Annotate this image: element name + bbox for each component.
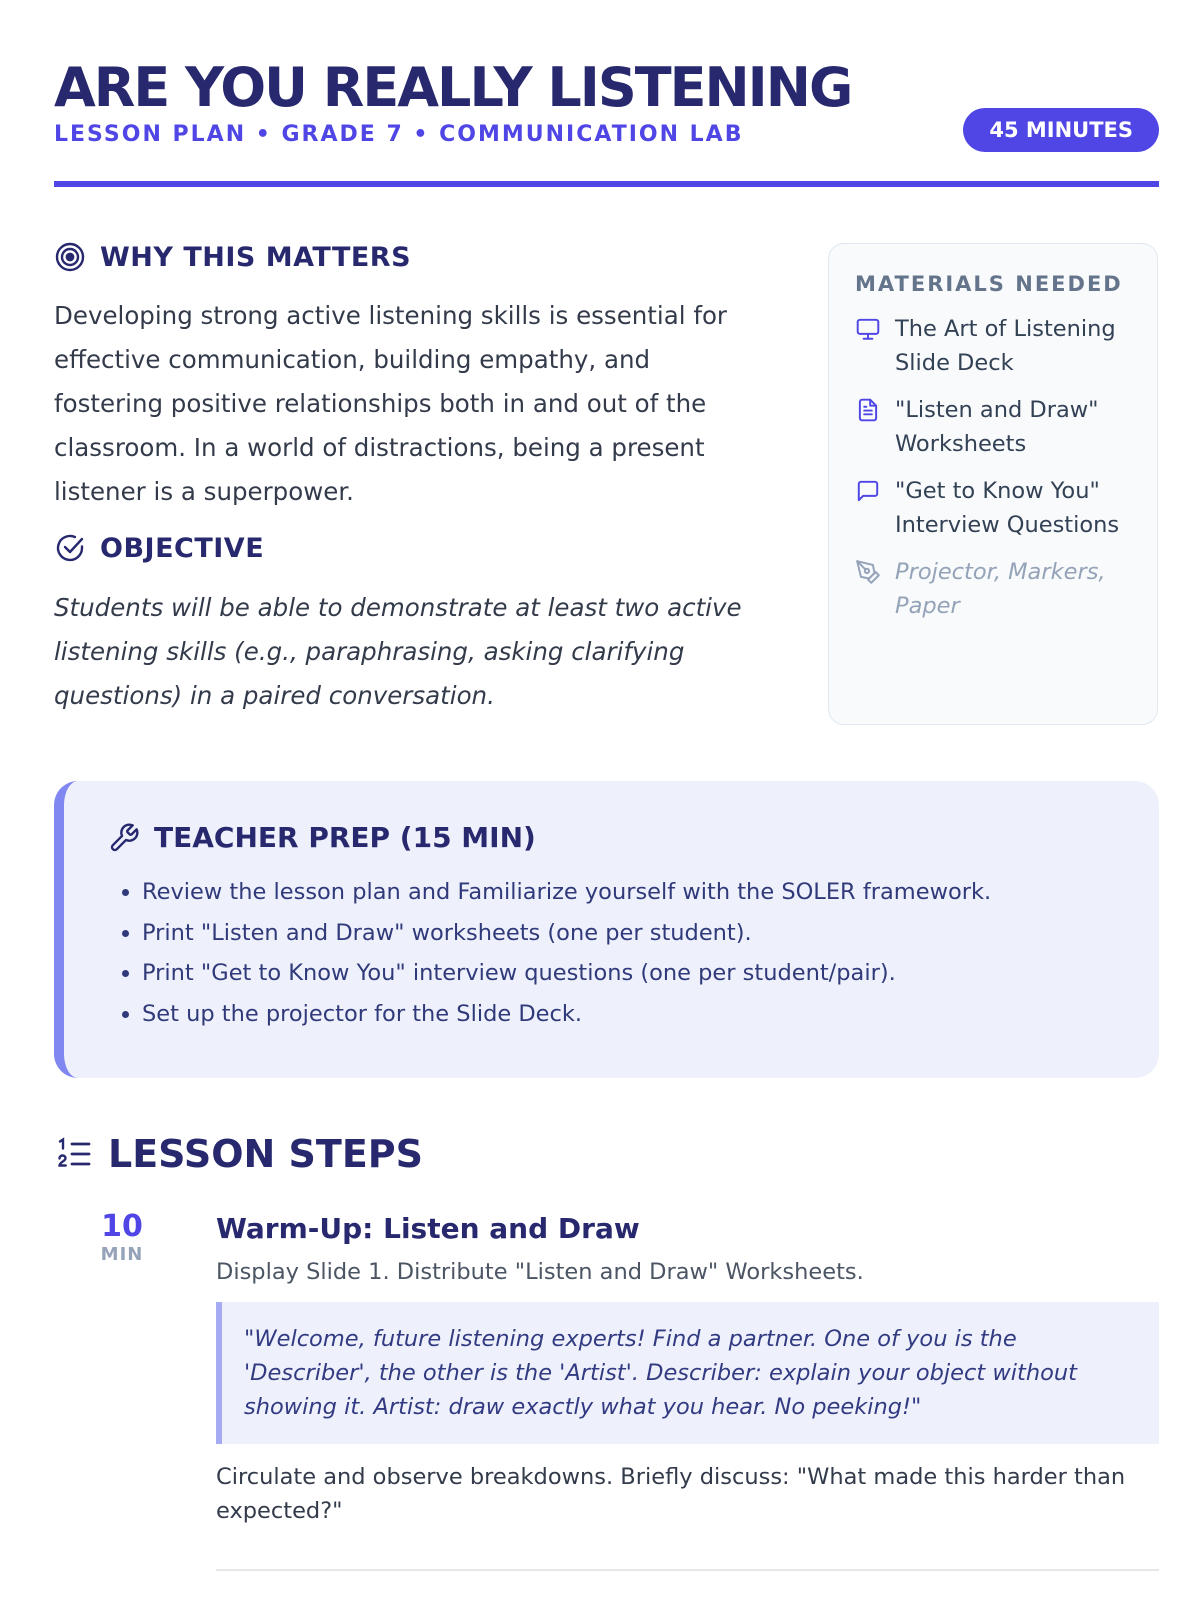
step-minutes-unit: MIN bbox=[100, 1244, 144, 1265]
prep-item: • Print "Listen and Draw" worksheets (one per student). bbox=[142, 913, 1119, 954]
objective-heading bbox=[54, 532, 264, 564]
wrench-icon bbox=[108, 822, 140, 854]
objective-text: Students will be able to demonstrate at least two active listening skills (e.g., paraphrasing, asking clarifying questions) in a paired conversation. bbox=[54, 593, 742, 710]
step-divider bbox=[216, 1569, 1159, 1571]
speech-bubble-icon bbox=[855, 474, 881, 542]
prep-heading bbox=[108, 821, 1119, 854]
material-label: Projector, Markers, Paper bbox=[895, 559, 1106, 619]
document-icon bbox=[855, 393, 881, 461]
step-description: Display Slide 1. Distribute "Listen and Draw" Worksheets. bbox=[216, 1259, 864, 1285]
check-circle-icon bbox=[54, 532, 86, 564]
material-item bbox=[855, 474, 1139, 542]
materials-panel bbox=[828, 243, 1158, 725]
step-duration bbox=[100, 1210, 144, 1266]
material-item bbox=[855, 555, 1139, 623]
prep-item: • Set up the projector for the Slide Deck. bbox=[142, 994, 1119, 1035]
pen-tool-icon bbox=[855, 555, 881, 623]
material-label: The Art of Listening Slide Deck bbox=[895, 316, 1116, 376]
prep-item: • Print "Get to Know You" interview questions (one per student/pair). bbox=[142, 953, 1119, 994]
page-subtitle: LESSON PLAN • GRADE 7 • COMMUNICATION LAB bbox=[54, 122, 744, 147]
teacher-prep-panel bbox=[54, 781, 1159, 1078]
page-title: ARE YOU REALLY LISTENING bbox=[54, 56, 852, 119]
why-text: Developing strong active listening skills is essential for effective communication, building empathy, and fostering positive relationships both in and out of the classroom. In a world of distractions, being a present listener is a superpower. bbox=[54, 301, 728, 506]
lesson-step bbox=[216, 1212, 1159, 1528]
numbered-list-icon bbox=[56, 1136, 92, 1172]
header-divider bbox=[54, 181, 1159, 187]
materials-heading: MATERIALS NEEDED bbox=[855, 272, 1123, 296]
step-minutes: 10 bbox=[101, 1209, 143, 1244]
why-heading-label: WHY THIS MATTERS bbox=[100, 241, 412, 273]
material-label: "Listen and Draw" Worksheets bbox=[895, 397, 1099, 457]
step-note: Circulate and observe breakdowns. Briefly discuss: "What made this harder than expected?" bbox=[216, 1464, 1126, 1524]
prep-heading-label: TEACHER PREP (15 MIN) bbox=[154, 821, 536, 854]
monitor-icon bbox=[855, 312, 881, 380]
lesson-steps-heading-label: LESSON STEPS bbox=[108, 1132, 424, 1176]
material-item bbox=[855, 312, 1139, 380]
material-label: "Get to Know You" Interview Questions bbox=[895, 478, 1120, 538]
lesson-header bbox=[54, 52, 1159, 190]
duration-badge: 45 MINUTES bbox=[963, 108, 1159, 152]
prep-list bbox=[108, 872, 1119, 1034]
teacher-script-quote: "Welcome, future listening experts! Find a partner. One of you is the 'Describer', the other is the 'Artist'. Describer: explain your object without showing it. Artist: draw exactly what you hear. No peeking!" bbox=[216, 1302, 1159, 1444]
lesson-steps-heading bbox=[56, 1132, 423, 1176]
objective-heading-label: OBJECTIVE bbox=[100, 532, 265, 564]
why-heading bbox=[54, 241, 411, 273]
target-icon bbox=[54, 241, 86, 273]
prep-item: • Review the lesson plan and Familiarize yourself with the SOLER framework. bbox=[142, 872, 1119, 913]
step-title: Warm-Up: Listen and Draw bbox=[216, 1212, 640, 1245]
material-item bbox=[855, 393, 1139, 461]
